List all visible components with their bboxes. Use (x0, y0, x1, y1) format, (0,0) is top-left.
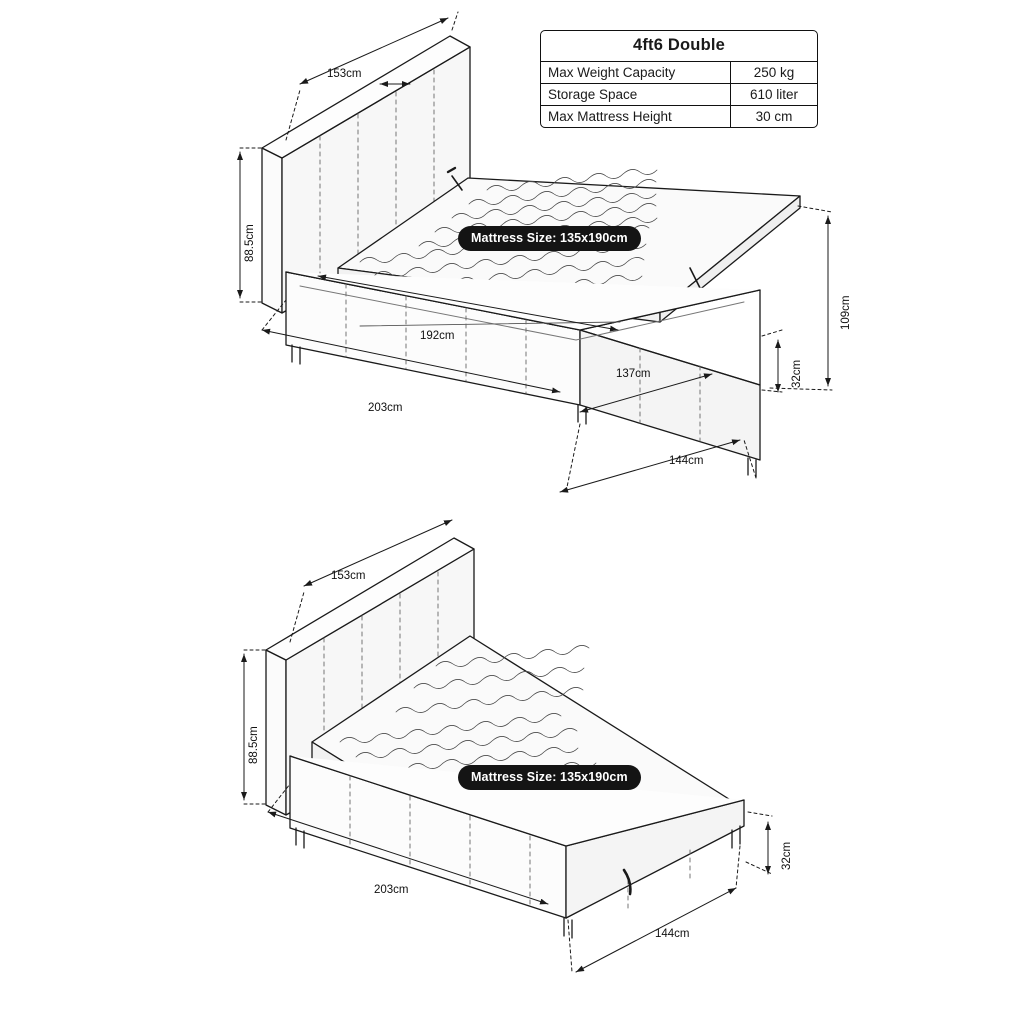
mattress-size-badge-bottom: Mattress Size: 135x190cm (458, 765, 641, 790)
spec-label-max-weight-capacity: Max Weight Capacity (541, 62, 731, 83)
spec-label-max-mattress-height: Max Mattress Height (541, 106, 731, 127)
dim-label-base-outer-width-top: 144cm (669, 455, 704, 467)
spec-table-title: 4ft6 Double (541, 31, 817, 62)
bed-base-top-view (286, 272, 760, 460)
dim-label-headboard-height-bottom: 88.5cm (248, 726, 260, 764)
dim-label-base-inner-length-top: 192cm (420, 330, 455, 342)
spec-value-storage-space: 610 liter (749, 87, 799, 102)
dim-label-lift-open-height-top: 109cm (840, 295, 852, 330)
spec-label-storage-space: Storage Space (541, 84, 731, 105)
spec-table (540, 30, 818, 128)
spec-row (541, 106, 817, 127)
dim-label-base-height-bottom: 32cm (781, 841, 793, 870)
dim-label-base-outer-length-bottom: 203cm (374, 884, 409, 896)
dim-label-base-inner-width-top: 137cm (616, 368, 651, 380)
dim-label-headboard-height-top: 88.5cm (244, 224, 256, 262)
spec-row (541, 84, 817, 106)
dim-label-base-outer-length-top: 203cm (368, 402, 403, 414)
dim-label-base-height-top: 32cm (791, 359, 803, 388)
spec-value-max-weight-capacity: 250 kg (753, 65, 795, 80)
dim-label-headboard-width-top: 153cm (327, 68, 362, 80)
spec-value-max-mattress-height: 30 cm (755, 109, 793, 124)
spec-row (541, 62, 817, 84)
dim-label-headboard-width-bottom: 153cm (331, 570, 366, 582)
dim-label-base-outer-width-bottom: 144cm (655, 928, 690, 940)
bottom-view-group (244, 520, 772, 972)
mattress-size-badge-top: Mattress Size: 135x190cm (458, 226, 641, 251)
